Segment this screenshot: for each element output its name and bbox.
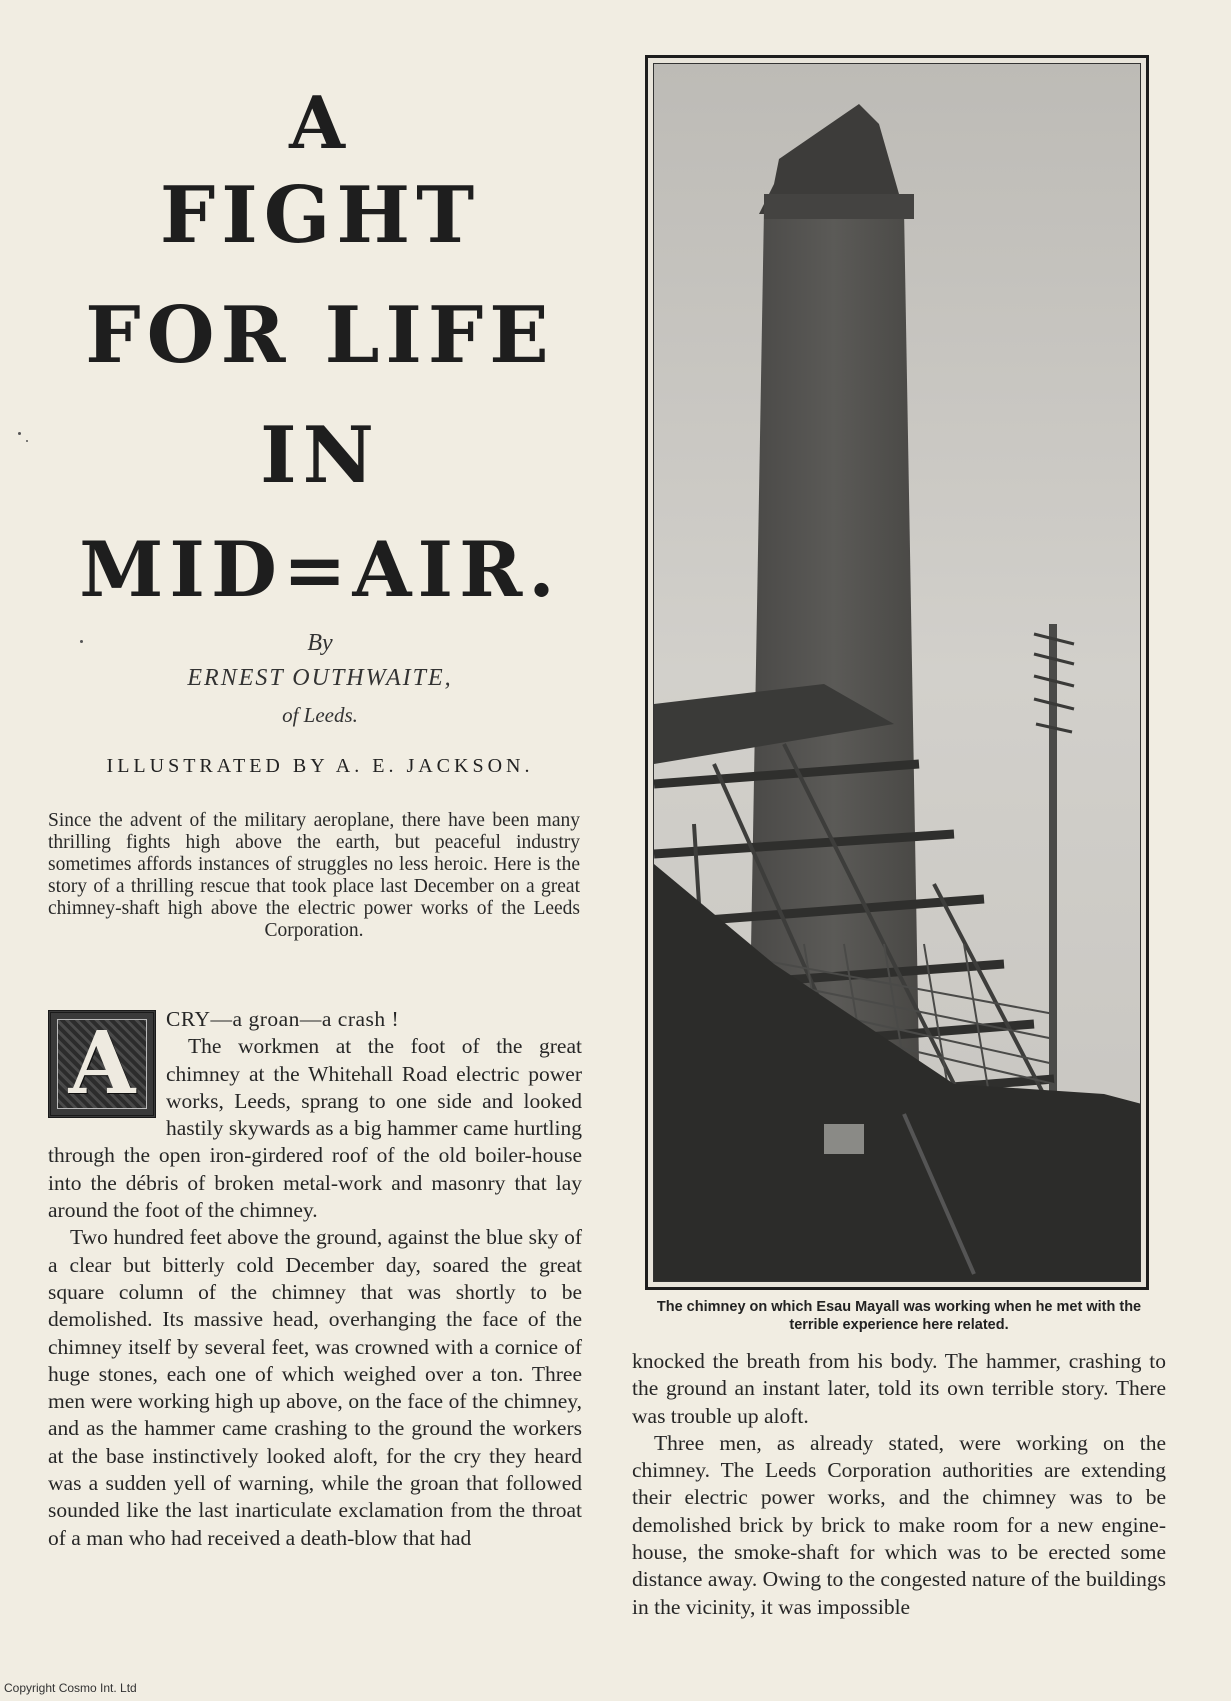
chimney-photo-drawing <box>654 64 1141 1282</box>
print-speck <box>80 640 83 643</box>
photo-image <box>653 63 1141 1282</box>
title-line-2: FIGHT <box>159 170 481 261</box>
paragraph-1: The workmen at the foot of the great chimney at the Whitehall Road electric power works, Leeds, sprang to one side and looked hastily skywards as a big hammer came hurtling through the open iron-girdered roof of the old boiler-house into the débris of broken metal-work and masonry that lay around the foot of the chimney. <box>48 1034 582 1223</box>
print-speck <box>26 440 28 442</box>
paragraph-3: knocked the breath from his body. The hammer, crashing to the ground an instant later, told its own terrible story. There was trouble up aloft. <box>632 1349 1166 1428</box>
title-line-4: IN <box>260 410 380 501</box>
title-line-5: MID=AIR. <box>79 525 561 614</box>
title-line-1: A <box>289 80 351 165</box>
copyright-notice: Copyright Cosmo Int. Ltd <box>4 1681 137 1695</box>
author-name: ERNEST OUTHWAITE, <box>187 665 453 691</box>
body-column-1 <box>48 1006 582 1552</box>
title-line-3: FOR LIFE <box>85 290 555 381</box>
paragraph-4: Three men, as already stated, were working on the chimney. The Leeds Corporation authorities are extending their electric power works, and the chimney was to be demolished brick by brick to make room for a new engine-house, the smoke-shaft for which was to be erected some distance away. Owing to the congested nature of the buildings in the vicinity, it was impossible <box>632 1430 1166 1619</box>
photo-caption: The chimney on which Esau Mayall was working when he met with the terrible experience here related. <box>656 1299 1142 1333</box>
dropcap-letter: A <box>68 1013 136 1115</box>
author-location: of Leeds. <box>282 703 358 727</box>
paragraph-2: Two hundred feet above the ground, against the blue sky of a clear but bitterly cold December day, soared the great square column of the chimney that was shortly to be demolished. Its massive head, overhanging the face of the chimney itself by several feet, was crowned with a cornice of huge stones, each one of which weighed over a ton. Three men were working high up above, on the face of the chimney, and as the hammer came crashing to the ground the workers at the base instinctively looked aloft, for the cry they heard was a sudden yell of warning, while the groan that followed sounded like the last inarticulate exclamation from the throat of a man who had received a death-blow that had <box>48 1225 582 1550</box>
dropcap <box>48 1010 156 1118</box>
body-column-2 <box>632 1348 1166 1621</box>
first-line: CRY—a groan—a crash ! <box>166 1007 400 1031</box>
print-speck <box>18 432 21 435</box>
illustrator-credit: ILLUSTRATED BY A. E. JACKSON. <box>106 755 534 777</box>
intro-paragraph: Since the advent of the military aeroplane, there have been many thrilling fights high above the earth, but peaceful industry sometimes affords instances of struggles no less heroic. Here is the story of a thrilling rescue that took place last December on a great chimney-shaft high above the electric power works of the Leeds Corporation. <box>48 810 580 941</box>
opening-paragraph <box>48 1006 582 1224</box>
chimney-photo <box>645 55 1149 1290</box>
byline-by: By <box>307 630 333 656</box>
